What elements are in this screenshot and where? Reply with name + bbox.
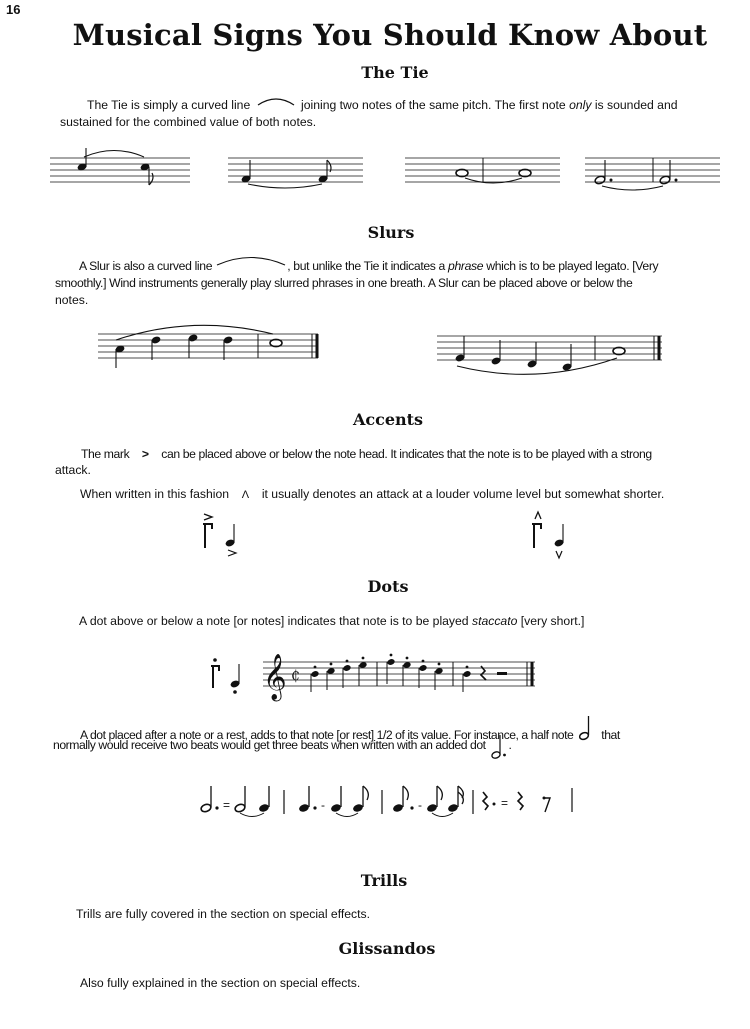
dots-text-end: . <box>508 738 512 752</box>
marcato-mark-icon: Λ <box>241 489 250 501</box>
dots-paragraph <box>79 613 584 630</box>
slur-example-above <box>98 320 323 370</box>
accent-example-2 <box>527 508 577 563</box>
dots-paragraph-3 <box>53 737 511 763</box>
tie-text-a: The Tie is simply a curved line <box>87 98 251 112</box>
slur-notes-above <box>115 333 282 368</box>
slurs-heading: Slurs <box>367 223 415 242</box>
accents-text-line2: attack. <box>55 463 91 477</box>
svg-text:=: = <box>501 796 509 810</box>
slurs-text-a: A Slur is also a curved line <box>79 259 213 273</box>
half-note-icon <box>576 716 598 742</box>
tie-text-line2: sustained for the combined value of both notes. <box>60 115 317 129</box>
tie-text-em: only <box>569 98 592 112</box>
tie-paragraph <box>87 97 678 114</box>
dots-text-line2: normally would receive two beats would get three beats when written with an added dot <box>53 738 486 752</box>
dots-text-c: A dot placed after a note or a rest, adds to that note [or rest] 1/2 of its value. For instance, a half note <box>80 728 574 742</box>
slurs-text-b: , but unlike the Tie it indicates a <box>287 259 445 273</box>
page-number: 16 <box>6 2 21 17</box>
slurs-text-c: which is to be played legato. [Very <box>486 259 659 273</box>
tie-heading: The Tie <box>361 63 429 82</box>
tie-example-1 <box>50 150 195 190</box>
slur-curve-icon <box>215 254 287 268</box>
svg-text:-: - <box>321 798 325 812</box>
dots-text-a: A dot above or below a note [or notes] indicates that note is to be played <box>79 614 469 628</box>
accents-paragraph <box>81 446 652 463</box>
dots-text-em: staccato <box>471 614 518 628</box>
svg-text:₵: ₵ <box>291 668 300 684</box>
glissandos-heading: Glissandos <box>338 939 436 958</box>
slurs-text-line2: smoothly.] Wind instruments generally play slurred phrases in one breath. A Slur can be placed above or below the <box>55 276 633 290</box>
staccato-example <box>205 648 545 698</box>
dots-text-b: [very short.] <box>520 614 585 628</box>
dotted-note-equivalences <box>198 778 598 818</box>
accents-text-b: can be placed above or below the note head. It indicates that the note is to be played with a strong <box>161 447 652 461</box>
tie-example-2 <box>228 150 368 190</box>
accents-heading: Accents <box>352 410 424 429</box>
tie-example-4 <box>585 150 725 194</box>
accent-example-1 <box>198 510 248 560</box>
tie-curve-icon <box>256 95 296 109</box>
tie-text-c: is sounded and <box>594 98 678 112</box>
svg-text:=: = <box>223 798 231 812</box>
tie-example-3 <box>405 150 565 190</box>
page-title: Musical Signs You Should Know About <box>72 18 708 52</box>
slurs-paragraph <box>79 258 658 275</box>
accent-mark-icon: > <box>141 447 149 461</box>
accents-text-d: it usually denotes an attack at a louder volume level but somewhat shorter. <box>261 487 665 501</box>
svg-text:𝄞: 𝄞 <box>263 654 287 700</box>
trills-text: Trills are fully covered in the section on special effects. <box>76 907 370 921</box>
dotted-half-note-icon <box>489 735 509 761</box>
dots-heading: Dots <box>367 577 409 596</box>
tie-text-b: joining two notes of the same pitch. The first note <box>301 98 566 112</box>
dots-text-d: that <box>601 728 620 742</box>
slurs-text-line3: notes. <box>55 293 89 307</box>
slurs-text-em: phrase <box>448 259 484 273</box>
accents-text-c: When written in this fashion <box>80 487 230 501</box>
glissandos-text: Also fully explained in the section on special effects. <box>80 976 361 990</box>
slur-example-below <box>437 330 667 380</box>
accents-text-a: The mark <box>81 447 130 461</box>
svg-text:-: - <box>418 798 422 812</box>
trills-heading: Trills <box>360 871 408 890</box>
accents-paragraph-2 <box>80 486 664 504</box>
